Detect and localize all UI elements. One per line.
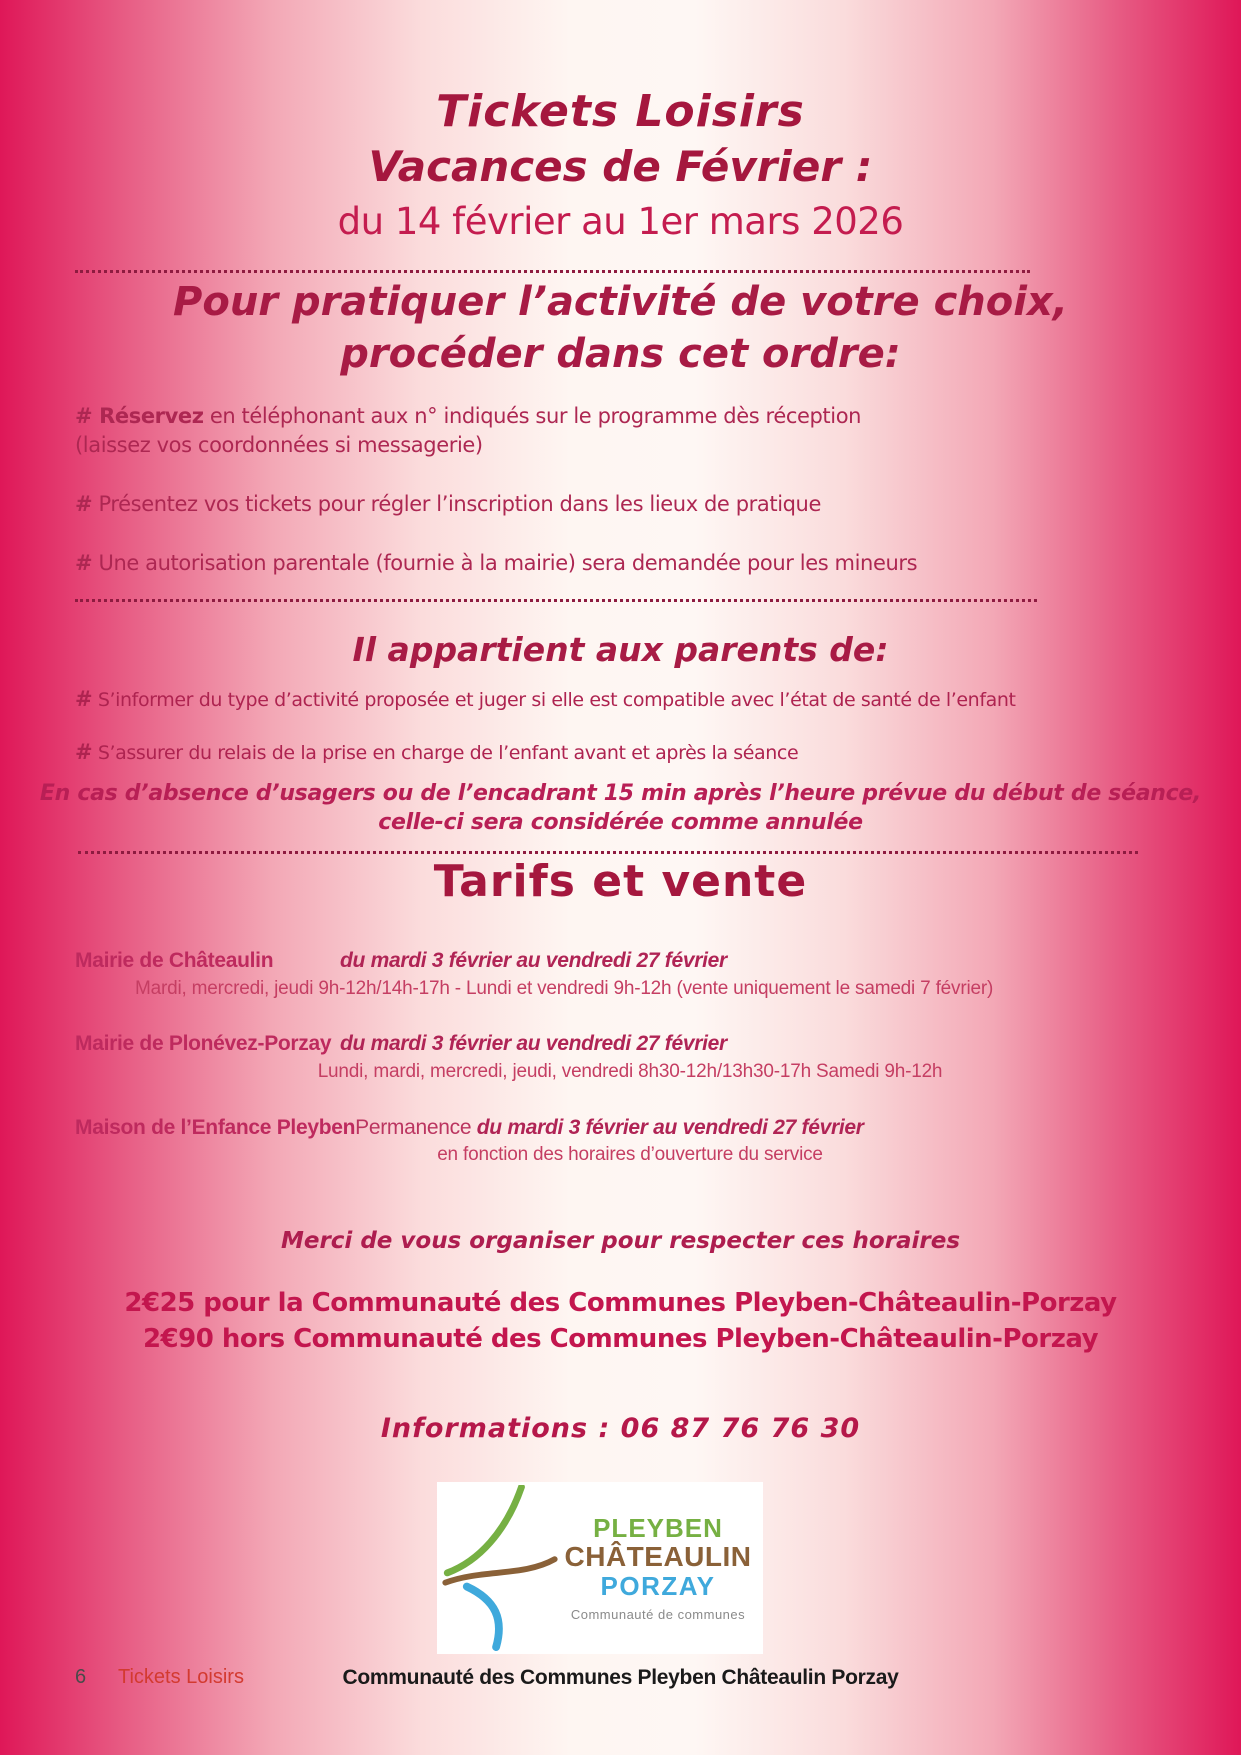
- page-title: Tickets Loisirs: [436, 86, 805, 137]
- sale-period: du mardi 3 février au vendredi 27 février: [340, 949, 727, 972]
- notice-line: celle-ci sera considérée comme annulée: [378, 810, 863, 836]
- price-line-inside: 2€25 pour la Communauté des Communes Pleyben-Châteaulin-Porzay: [124, 1288, 1117, 1318]
- parents-item: [75, 687, 1185, 711]
- notice-line: En cas d’absence d’usagers ou de l’encadrant 15 min après l’heure prévue du début de séance,: [39, 781, 1202, 806]
- section-heading-tarifs: Tarifs et vente: [433, 856, 808, 907]
- item-text: Présentez vos tickets pour régler l’inscription dans les lieux de pratique: [92, 492, 821, 516]
- dotted-separator: [75, 599, 1037, 602]
- item-lead: #: [75, 551, 93, 575]
- section-heading-parents: Il appartient aux parents de:: [352, 630, 889, 669]
- opening-hours: Mardi, mercredi, jeudi 9h-12h/14h-17h - Lundi et vendredi 9h-12h (vente uniquement le samedi 7 février): [135, 978, 994, 999]
- instruction-item: [75, 404, 1175, 428]
- item-lead: # Réservez: [75, 404, 204, 428]
- schedule-row: [75, 1116, 1185, 1140]
- location-name: Maison de l’Enfance Pleyben: [75, 1116, 356, 1139]
- item-text: Une autorisation parentale (fournie à la mairie) sera demandée pour les mineurs: [92, 551, 918, 575]
- logo-swoosh-icon: [441, 1485, 559, 1651]
- section-heading-procedure: [0, 276, 1241, 380]
- page-number: 6: [75, 1666, 87, 1688]
- page-subtitle: Vacances de Février :: [368, 142, 873, 191]
- contact-info: Informations : 06 87 76 76 30: [380, 1413, 861, 1444]
- logo-line-chateaulin: CHÂTEAULIN: [564, 1540, 752, 1572]
- item-text: S’assurer du relais de la prise en charge de l’enfant avant et après la séance: [92, 742, 799, 764]
- item-text: S’informer du type d’activité proposée et juger si elle est compatible avec l’état de santé de l’enfant: [92, 689, 1016, 711]
- item-lead: #: [75, 687, 93, 711]
- item-lead: #: [75, 492, 93, 516]
- footer-section-label: Tickets Loisirs: [118, 1666, 244, 1688]
- schedule-reminder: Merci de vous organiser pour respecter ces horaires: [280, 1228, 961, 1254]
- page-footer: [0, 1666, 1241, 1692]
- heading-line: Pour pratiquer l’activité de votre choix,: [173, 279, 1068, 325]
- dotted-separator: [75, 270, 1030, 273]
- footer-center-text: Communauté des Communes Pleyben Châteaulin Porzay: [342, 1666, 899, 1689]
- date-range: du 14 février au 1er mars 2026: [337, 200, 904, 243]
- logo-line-porzay: PORZAY: [600, 1571, 716, 1602]
- dotted-separator: [78, 851, 1138, 854]
- absence-notice: [0, 779, 1241, 838]
- item-text: en téléphonant aux n° indiqués sur le programme dès réception: [203, 404, 862, 428]
- parents-item: [75, 740, 1185, 764]
- opening-hours: Lundi, mardi, mercredi, jeudi, vendredi 8h30-12h/13h30-17h Samedi 9h-12h: [317, 1061, 943, 1082]
- opening-hours: en fonction des horaires d’ouverture du service: [437, 1144, 823, 1165]
- logo-subtitle: Communauté de communes: [570, 1607, 746, 1623]
- instruction-item: [75, 492, 1175, 516]
- logo-text: [559, 1514, 763, 1622]
- logo-line-pleyben: PLEYBEN: [593, 1512, 723, 1543]
- location-name: Mairie de Plonévez-Porzay: [75, 1032, 332, 1055]
- sale-period: du mardi 3 février au vendredi 27 février: [476, 1116, 864, 1139]
- price-line-outside: 2€90 hors Communauté des Communes Pleyben-Châteaulin-Porzay: [142, 1324, 1099, 1354]
- sale-period: du mardi 3 février au vendredi 27 février: [340, 1032, 727, 1055]
- period-prefix: Permanence: [355, 1116, 477, 1139]
- heading-line: procéder dans cet ordre:: [340, 331, 901, 377]
- schedule-row: [75, 1032, 1185, 1056]
- location-name: Mairie de Châteaulin: [75, 949, 274, 972]
- instruction-note: (laissez vos coordonnées si messagerie): [75, 433, 483, 457]
- schedule-row: [75, 949, 1185, 973]
- instruction-item: [75, 551, 1175, 575]
- community-logo: [437, 1482, 763, 1654]
- item-lead: #: [75, 740, 93, 764]
